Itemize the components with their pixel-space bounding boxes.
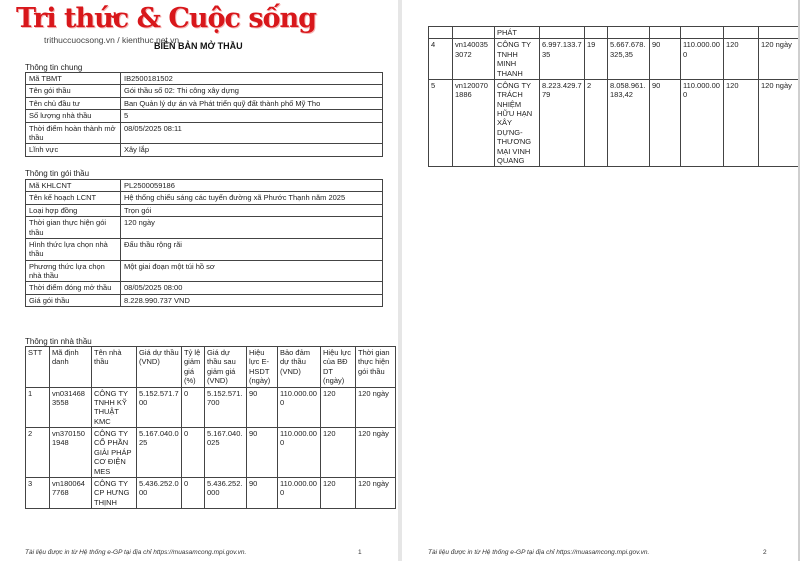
- info-value: 08/05/2025 08:11: [121, 122, 383, 144]
- table-cell: 110.000.000: [681, 39, 724, 80]
- info-value: IB2500181502: [121, 73, 383, 85]
- table-cell: CÔNG TY CP HƯNG THỊNH: [92, 477, 137, 508]
- table-cell: 5.436.252.000: [137, 477, 182, 508]
- info-value: 8.228.990.737 VND: [121, 294, 383, 306]
- footer-note: Tài liệu được in từ Hệ thống e-GP tại địa chỉ https://muasamcong.mpi.gov.vn.: [428, 549, 650, 556]
- table-cell: 5.152.571.700: [205, 387, 247, 428]
- table-cell: 90: [247, 428, 278, 478]
- info-row: [26, 260, 383, 282]
- table-cell: 120: [321, 477, 356, 508]
- table-cell: 2: [26, 428, 50, 478]
- page-number: 2: [763, 549, 767, 556]
- footer-note: Tài liệu được in từ Hệ thống e-GP tại địa chỉ https://muasamcong.mpi.gov.vn.: [25, 549, 247, 556]
- info-value: Xây lắp: [121, 144, 383, 156]
- section-title-package: Thông tin gói thầu: [25, 169, 90, 178]
- section-title-general: Thông tin chung: [25, 63, 83, 72]
- table-cell: 120: [321, 387, 356, 428]
- document-page-2: [402, 0, 800, 561]
- info-value: Đấu thầu rộng rãi: [121, 238, 383, 260]
- info-row: [26, 282, 383, 294]
- info-row: [26, 97, 383, 109]
- table-cell: vn3701501948: [50, 428, 92, 478]
- table-cell: CÔNG TY TNHH MINH THANH: [495, 39, 540, 80]
- table-cell: CÔNG TY TNHH KỸ THUẬT KMC: [92, 387, 137, 428]
- column-header: Mã định danh: [50, 347, 92, 388]
- column-header: Bảo đảm dự thầu (VND): [278, 347, 321, 388]
- table-cell: 120: [724, 39, 759, 80]
- logo-subtitle: trithuccuocsong.vn / kienthuc.net.vn: [44, 35, 180, 45]
- table-cell: 19: [585, 39, 608, 80]
- info-label: Thời điểm hoàn thành mở thầu: [26, 122, 121, 144]
- document-title: BIÊN BẢN MỞ THẦU: [154, 41, 243, 51]
- table-cell: 5.167.040.025: [137, 428, 182, 478]
- table-cell: 120: [724, 79, 759, 166]
- table-cell: 90: [247, 387, 278, 428]
- table-cell: vn1400353072: [453, 39, 495, 80]
- table-cell: vn1800647768: [50, 477, 92, 508]
- section-title-bidders: Thông tin nhà thầu: [25, 337, 92, 346]
- info-value: 5: [121, 110, 383, 122]
- table-cell: 0: [182, 428, 205, 478]
- info-row: [26, 204, 383, 216]
- table-cell: CÔNG TY CỔ PHẦN GIẢI PHÁP CƠ ĐIỆN MES: [92, 428, 137, 478]
- info-label: Tên gói thầu: [26, 85, 121, 97]
- table-cell: 8.223.429.779: [540, 79, 585, 166]
- table-cell: 120 ngày: [759, 79, 799, 166]
- document-page-1: [0, 0, 398, 561]
- table-row-continued: [429, 27, 799, 39]
- column-header: STT: [26, 347, 50, 388]
- info-row: [26, 110, 383, 122]
- info-label: Tên chủ đầu tư: [26, 97, 121, 109]
- table-cell: 1: [26, 387, 50, 428]
- table-row: [26, 387, 396, 428]
- bidders-table-continued: [428, 26, 799, 167]
- info-value: Gói thầu số 02: Thi công xây dựng: [121, 85, 383, 97]
- table-cell: 2: [585, 79, 608, 166]
- table-row: [429, 79, 799, 166]
- info-label: Phương thức lựa chọn nhà thầu: [26, 260, 121, 282]
- info-label: Mã TBMT: [26, 73, 121, 85]
- info-value: PL2500059186: [121, 180, 383, 192]
- table-cell: 110.000.000: [278, 428, 321, 478]
- column-header: Tỷ lệ giảm giá (%): [182, 347, 205, 388]
- column-header: Hiệu lực E-HSDT (ngày): [247, 347, 278, 388]
- info-label: Tên kế hoạch LCNT: [26, 192, 121, 204]
- table-cell: 5.152.571.700: [137, 387, 182, 428]
- table-cell: 120 ngày: [356, 477, 396, 508]
- info-row: [26, 294, 383, 306]
- info-value: 120 ngày: [121, 217, 383, 239]
- table-cell: 5.667.678.325,35: [608, 39, 650, 80]
- table-cell: 6.997.133.735: [540, 39, 585, 80]
- info-row: [26, 180, 383, 192]
- info-label: Thời điểm đóng mở thầu: [26, 282, 121, 294]
- info-label: Loại hợp đồng: [26, 204, 121, 216]
- info-value: Hệ thống chiếu sáng các tuyến đường xã Phước Thạnh năm 2025: [121, 192, 383, 204]
- table-cell: CÔNG TY TRÁCH NHIỆM HỮU HẠN XÂY DỰNG-THƯƠNG MẠI VINH QUANG: [495, 79, 540, 166]
- bidders-table: [25, 346, 396, 509]
- info-row: [26, 217, 383, 239]
- info-label: Số lượng nhà thầu: [26, 110, 121, 122]
- table-cell: 0: [182, 477, 205, 508]
- general-info-table: [25, 72, 383, 157]
- info-label: Thời gian thực hiện gói thầu: [26, 217, 121, 239]
- info-row: [26, 238, 383, 260]
- info-value: Một giai đoạn một túi hồ sơ: [121, 260, 383, 282]
- table-row: [26, 477, 396, 508]
- table-cell: 5.167.040.025: [205, 428, 247, 478]
- page-number: 1: [358, 549, 362, 556]
- column-header: Giá dự thầu (VND): [137, 347, 182, 388]
- table-row: [429, 39, 799, 80]
- info-label: Mã KHLCNT: [26, 180, 121, 192]
- table-cell: 8.058.961.183,42: [608, 79, 650, 166]
- table-cell: 110.000.000: [278, 477, 321, 508]
- table-cell: 120 ngày: [356, 428, 396, 478]
- table-cell: 90: [247, 477, 278, 508]
- info-row: [26, 85, 383, 97]
- info-label: Lĩnh vực: [26, 144, 121, 156]
- logo-wordmark: Tri thức & Cuộc sống: [16, 3, 317, 34]
- table-cell: vn0314683558: [50, 387, 92, 428]
- column-header: Thời gian thực hiện gói thầu: [356, 347, 396, 388]
- table-cell: 5.436.252.000: [205, 477, 247, 508]
- column-header: Giá dự thầu sau giảm giá (VND): [205, 347, 247, 388]
- info-value: 08/05/2025 08:00: [121, 282, 383, 294]
- column-header: Hiệu lực của BĐ DT (ngày): [321, 347, 356, 388]
- table-cell: PHÁT: [495, 27, 540, 39]
- table-cell: 0: [182, 387, 205, 428]
- table-cell: 5: [429, 79, 453, 166]
- table-cell: 90: [650, 79, 681, 166]
- table-cell: 120 ngày: [759, 39, 799, 80]
- table-row: [26, 428, 396, 478]
- column-header: Tên nhà thầu: [92, 347, 137, 388]
- table-cell: 90: [650, 39, 681, 80]
- table-cell: vn1200701886: [453, 79, 495, 166]
- info-row: [26, 192, 383, 204]
- info-label: Giá gói thầu: [26, 294, 121, 306]
- info-label: Hình thức lựa chọn nhà thầu: [26, 238, 121, 260]
- info-row: [26, 144, 383, 156]
- table-cell: 120: [321, 428, 356, 478]
- table-cell: 120 ngày: [356, 387, 396, 428]
- info-value: Trọn gói: [121, 204, 383, 216]
- table-cell: 4: [429, 39, 453, 80]
- package-info-table: [25, 179, 383, 307]
- table-cell: 3: [26, 477, 50, 508]
- newspaper-logo: [16, 2, 317, 45]
- info-row: [26, 73, 383, 85]
- table-cell: 110.000.000: [681, 79, 724, 166]
- info-row: [26, 122, 383, 144]
- info-value: Ban Quản lý dự án và Phát triển quỹ đất thành phố Mỹ Tho: [121, 97, 383, 109]
- table-cell: 110.000.000: [278, 387, 321, 428]
